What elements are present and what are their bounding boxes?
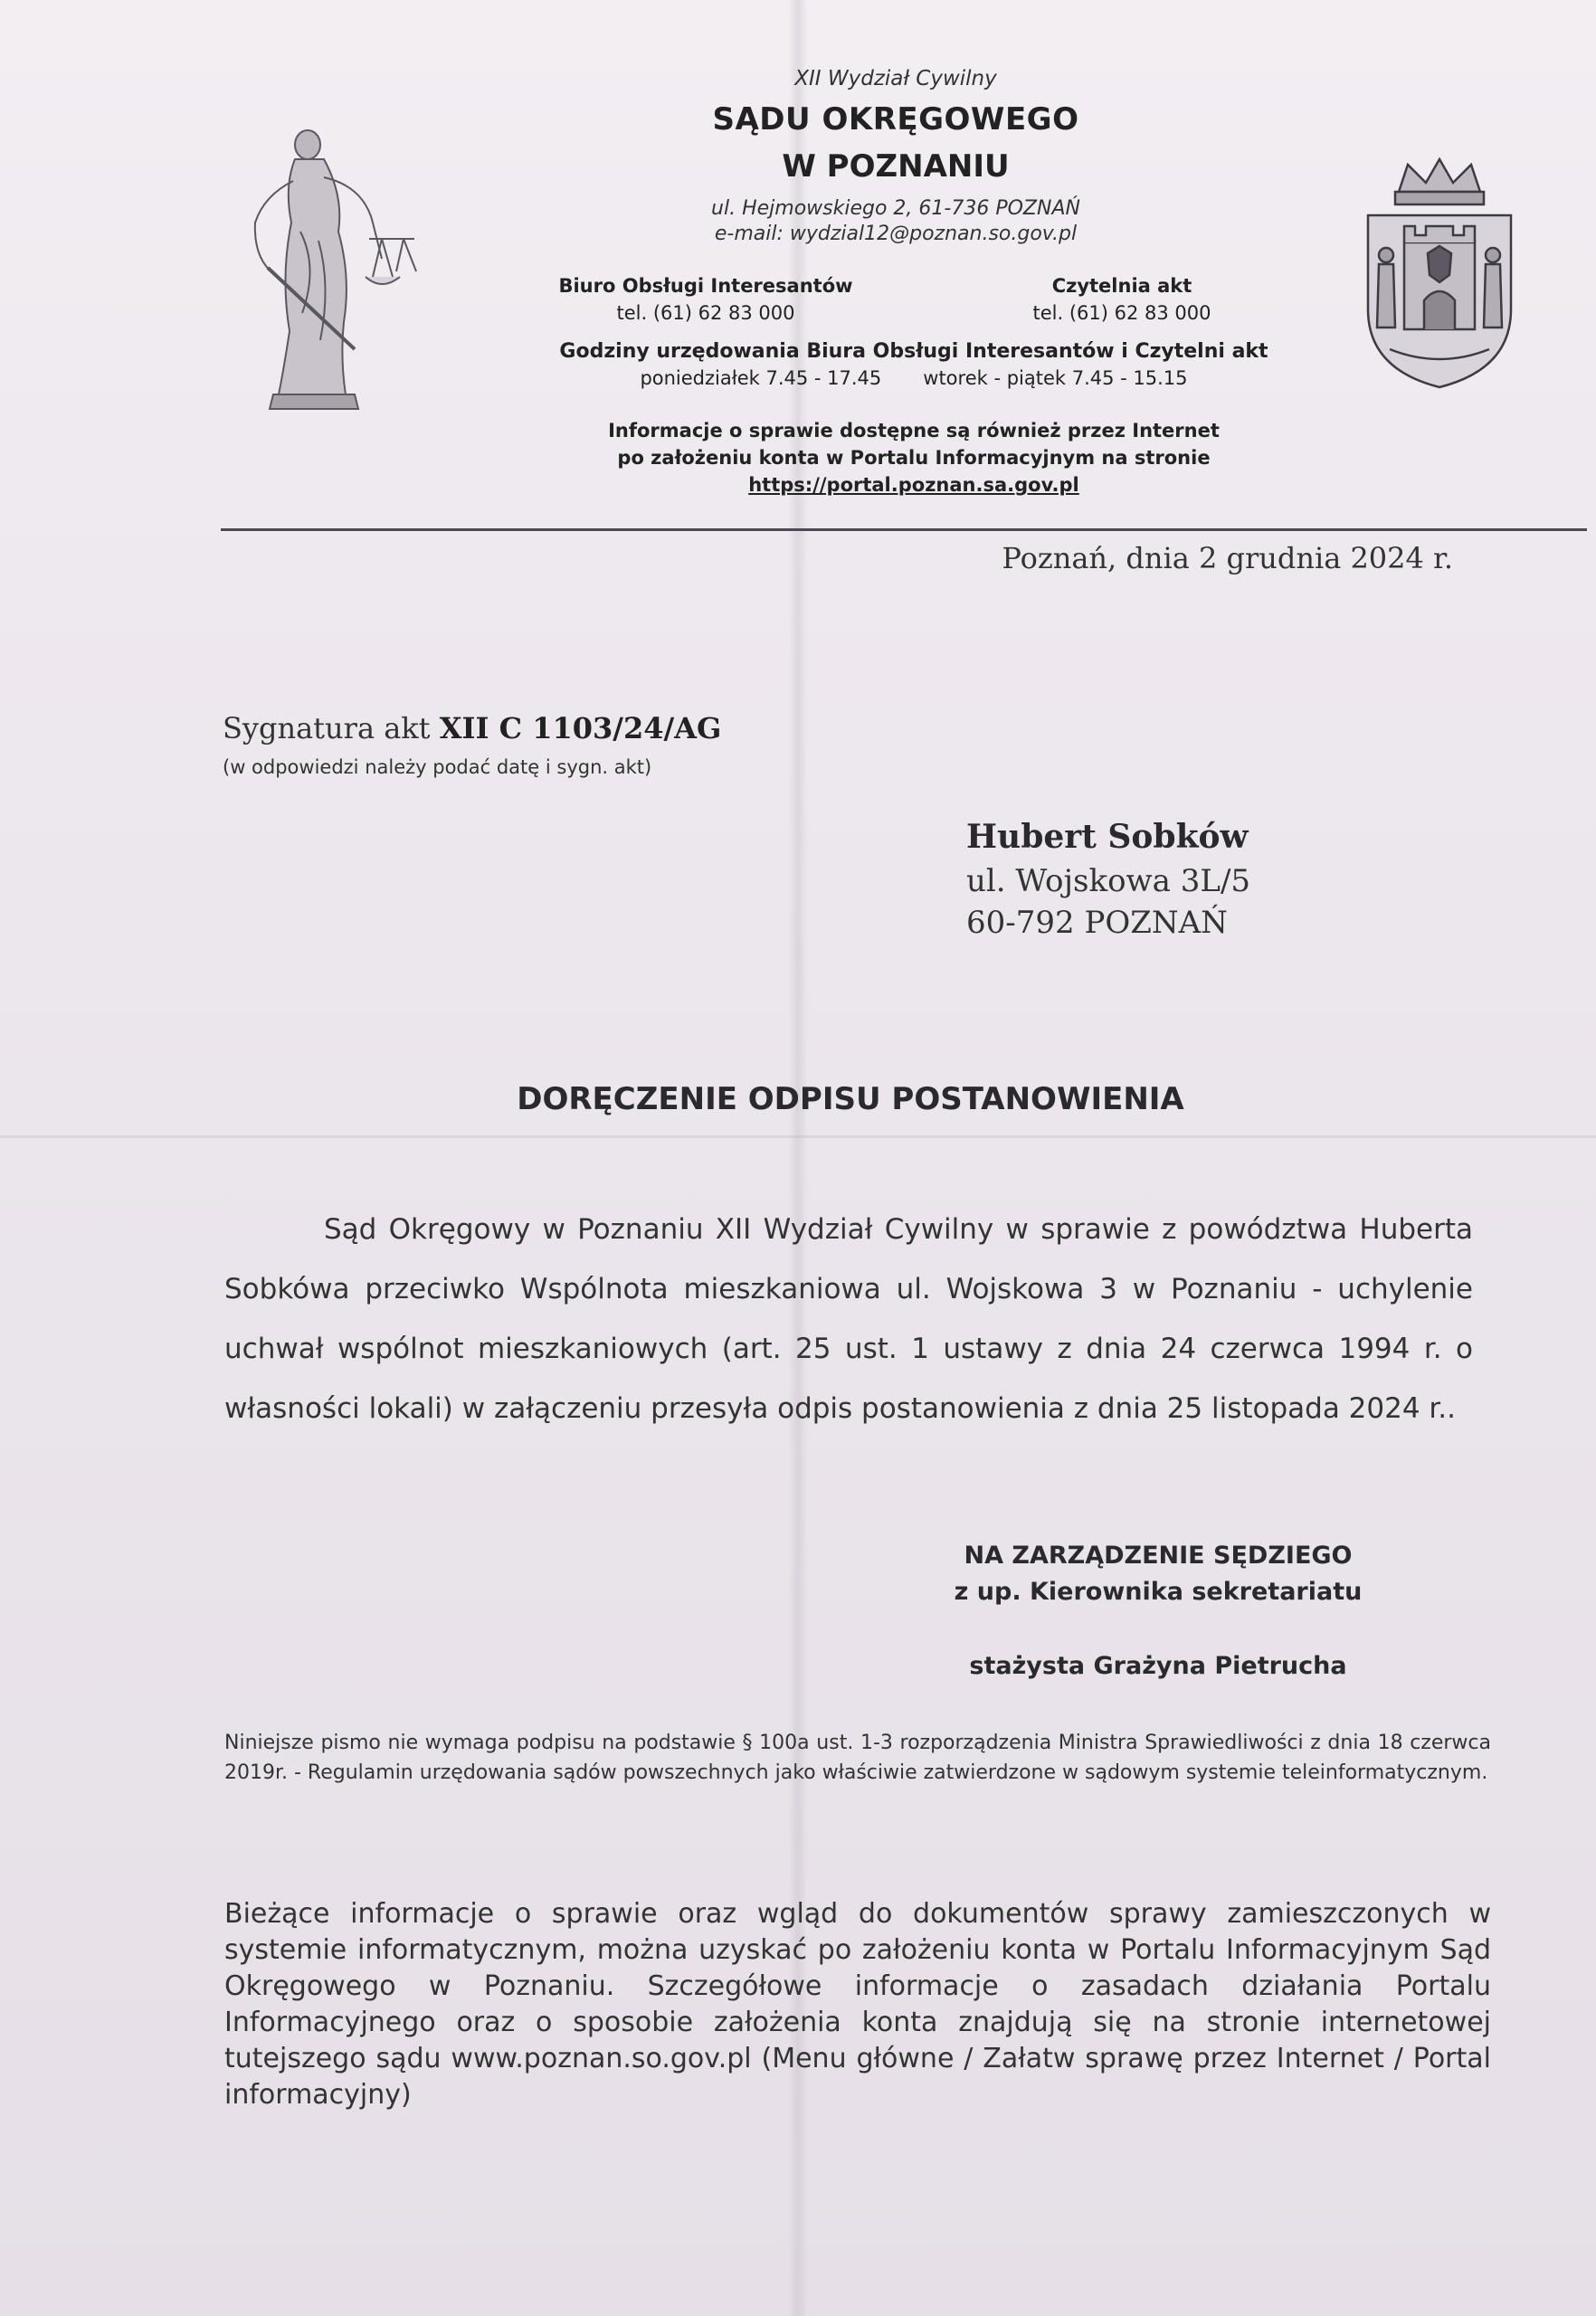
department-name: XII Wydział Cywilny bbox=[794, 67, 997, 90]
order-line1: NA ZARZĄDZENIE SĘDZIEGO bbox=[964, 1542, 1353, 1570]
recipient-city: 60-792 POZNAŃ bbox=[966, 905, 1228, 941]
office-contact bbox=[534, 275, 878, 324]
hours-monday: poniedziałek 7.45 - 17.45 bbox=[640, 367, 882, 389]
portal-information: Bieżące informacje o sprawie oraz wgląd do dokumentów sprawy zamieszczonych w systemie informatycznym, można uzyskać po założeniu konta w Portalu Informacyjnym Sąd Okręgowego w Poznaniu. Szczegółowe informacje o zasadach działania Portalu Informacyjnego oraz o sposobie założenia konta znajdują się na stronie internetowej tutejszego sądu www.poznan.so.gov.pl (Menu główne / Załatw sprawę przez Internet / Portal informacyjny) bbox=[224, 1898, 1491, 2111]
coat-of-arms-icon bbox=[1363, 156, 1516, 391]
recipient-street: ul. Wojskowa 3L/5 bbox=[966, 863, 1251, 899]
court-name-line1: SĄDU OKRĘGOWEGO bbox=[712, 101, 1079, 138]
case-number: XII C 1103/24/AG bbox=[439, 711, 722, 745]
portal-link[interactable]: https://portal.poznan.sa.gov.pl bbox=[748, 474, 1079, 496]
letter-date: Poznań, dnia 2 grudnia 2024 r. bbox=[1002, 541, 1453, 575]
office-title: Biuro Obsługi Interesantów bbox=[558, 275, 853, 297]
office-phone: tel. (61) 62 83 000 bbox=[616, 302, 795, 324]
reading-room-contact bbox=[950, 275, 1294, 324]
case-label: Sygnatura akt bbox=[223, 711, 431, 745]
case-signature bbox=[223, 711, 721, 745]
court-address: ul. Hejmowskiego 2, 61-736 POZNAŃ bbox=[711, 197, 1080, 220]
justitia-icon bbox=[237, 123, 423, 413]
order-signer: stażysta Grażyna Pietrucha bbox=[969, 1652, 1347, 1680]
signature-notice: Niniejsze pismo nie wymaga podpisu na podstawie § 100a ust. 1-3 rozporządzenia Ministra Sprawiedliwości z dnia 18 czerwca 2019r. - Regulamin urzędowania sądów powszechnych jako właściwie zatwierdzone w sądowym systemie teleinformatycznym. bbox=[224, 1732, 1491, 1784]
paper-fold bbox=[0, 1135, 1596, 1138]
court-email: e-mail: wydzial12@poznan.so.gov.pl bbox=[714, 223, 1078, 245]
document-title: DORĘCZENIE ODPISU POSTANOWIENIA bbox=[517, 1081, 1184, 1117]
office-hours bbox=[507, 367, 1321, 389]
recipient-name: Hubert Sobków bbox=[966, 818, 1249, 856]
letter-body: Sąd Okręgowy w Poznaniu XII Wydział Cywilny w sprawie z powództwa Huberta Sobkówa przeciwko Wspólnota mieszkaniowa ul. Wojskowa 3 w Poznaniu - uchylenie uchwał wspólnot mieszkaniowych (art. 25 ust. 1 ustawy z dnia 24 czerwca 1994 r. o własności lokali) w załączeniu przesyła odpis postanowienia z dnia 25 listopada 2024 r.. bbox=[224, 1213, 1473, 1425]
hours-rest: wtorek - piątek 7.45 - 15.15 bbox=[923, 367, 1188, 389]
header-divider bbox=[221, 528, 1587, 531]
reading-room-phone: tel. (61) 62 83 000 bbox=[1032, 302, 1211, 324]
case-note: (w odpowiedzi należy podać datę i sygn. akt) bbox=[223, 756, 652, 778]
portal-info-line1: Informacje o sprawie dostępne są również przez Internet bbox=[608, 420, 1220, 441]
order-line2: z up. Kierownika sekretariatu bbox=[954, 1578, 1363, 1606]
office-hours-title: Godziny urzędowania Biura Obsługi Interesantów i Czytelni akt bbox=[559, 340, 1268, 363]
portal-info-line2: po założeniu konta w Portalu Informacyjnym na stronie bbox=[617, 447, 1211, 469]
reading-room-title: Czytelnia akt bbox=[1051, 275, 1192, 297]
court-name-line2: W POZNANIU bbox=[782, 148, 1010, 185]
